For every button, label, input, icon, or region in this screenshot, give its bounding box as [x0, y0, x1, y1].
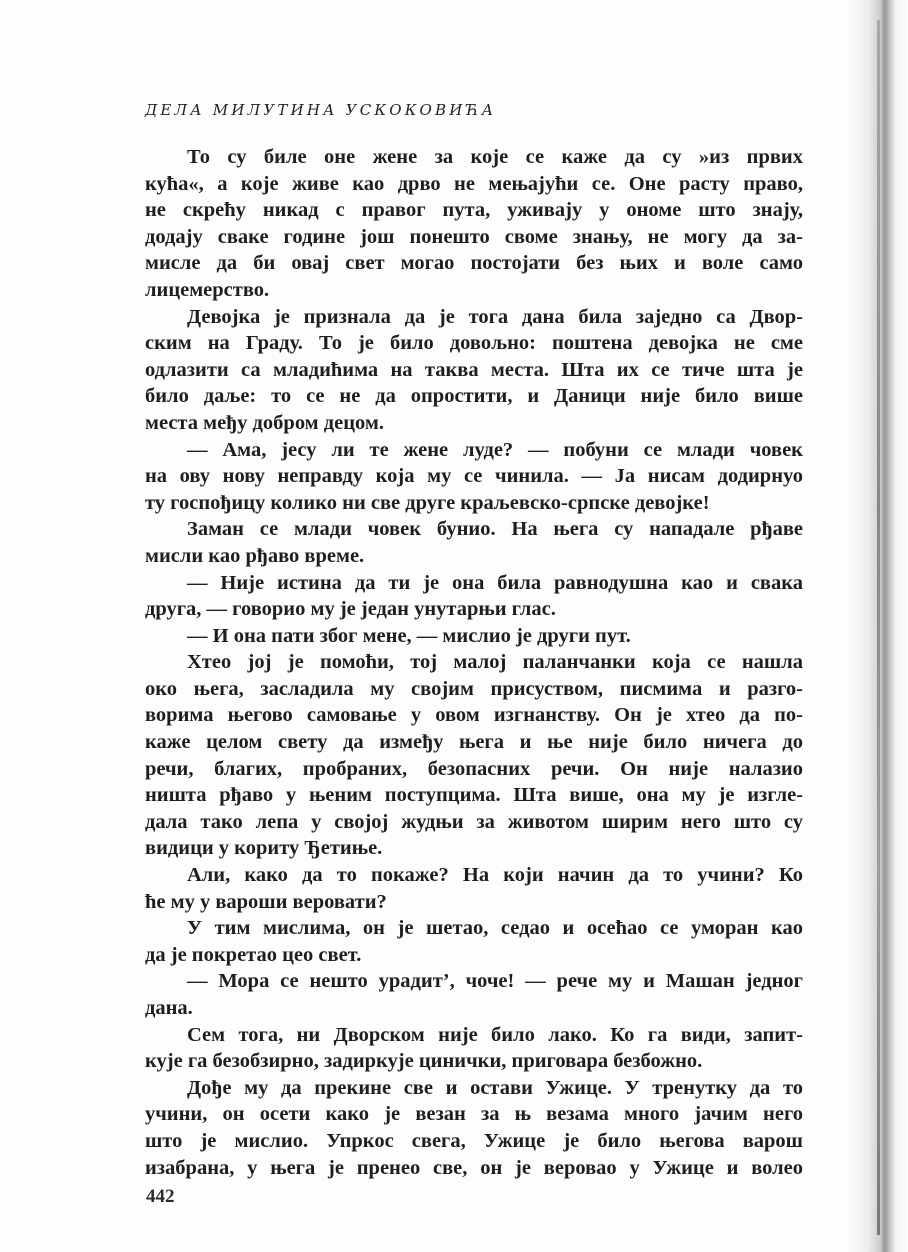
text-line: Сем тога, ни Дворском није било лако. Ко га види, запит-: [187, 1023, 803, 1046]
text-line: било даље: то се не да опростити, и Даници није било више: [145, 385, 803, 408]
text-line: Хтео јој је помоћи, тој малој паланчанки која се нашла: [187, 651, 803, 674]
text-line: мисле да би овај свет могао постојати без њих и воле само: [145, 252, 803, 275]
text-line: што је мислио. Упркос свега, Ужице је било његова варош: [145, 1129, 803, 1152]
text-line: ским на Граду. То је било довољно: поштена девојка не сме: [145, 332, 803, 355]
text-line: — Ама, јесу ли те жене луде? — побуни се млади човек: [187, 438, 803, 461]
text-line: не скрећу никад с правог пута, уживају у ономе што знају,: [145, 199, 803, 222]
text-line: изабрана, у њега је пренео све, он је веровао у Ужице и волео: [145, 1156, 803, 1179]
text-line: ту госпођицу колико ни све друге краљевско-српске девојке!: [145, 491, 710, 514]
text-line: додају сваке године још понешто своме знању, не могу да за-: [145, 225, 803, 248]
text-line: друга, — говорио му је један унутарњи глас.: [145, 598, 556, 621]
text-line: учини, он осети како је везан за њ везама много јачим него: [145, 1103, 803, 1126]
text-line: мисли као рђаво време.: [145, 544, 365, 567]
text-line: да је покретао цео свет.: [145, 943, 362, 966]
text-line: видици у кориту Ђетиње.: [145, 837, 383, 860]
text-line: — И она пати због мене, — мислио је други пут.: [187, 624, 631, 647]
text-line: Заман се млади човек бунио. На њега су нападале рђаве: [187, 518, 803, 541]
text-line: одлазити са младићима на таква места. Шта их се тиче шта је: [145, 358, 803, 381]
text-line: Дође му да прекине све и остави Ужице. У тренутку да то: [187, 1076, 803, 1099]
text-line: дана.: [145, 997, 193, 1019]
page-number: 442: [146, 1186, 175, 1207]
text-line: места међу добром децом.: [145, 411, 385, 434]
text-line: Девојка је признала да је тога дана била заједно са Двор-: [187, 305, 803, 328]
text-line: око њега, засладила му својим присуством, писмима и разго-: [145, 677, 803, 700]
text-line: кућа«, а које живе као дрво не мењајући се. Оне расту право,: [145, 172, 803, 195]
text-line: дала тако лепа у својој жудњи за животом ширим него што су: [145, 810, 803, 833]
text-line: ворима његово самовање у овом изгнанству. Он је хтео да по-: [145, 704, 803, 727]
text-line: речи, благих, пробраних, безопасних речи. Он није налазио: [145, 757, 803, 780]
text-line: У тим мислима, он је шетао, седао и осећао се уморан као: [187, 917, 803, 940]
text-line: ништа рђаво у њеним поступцима. Шта више, она му је изгле-: [145, 784, 803, 807]
text-line: — Мора се нешто урадит’, чоче! — рече му и Машан једног: [187, 970, 803, 993]
binding-gutter-line: [877, 20, 880, 1235]
body-text: [145, 144, 803, 1181]
text-line: каже целом свету да између њега и ње није било ничега до: [145, 731, 803, 754]
text-line: лицемерство.: [145, 278, 270, 301]
running-head: ДЕЛА МИЛУТИНА УСКОКОВИЋА: [145, 101, 497, 119]
text-line: — Није истина да ти је она била равнодушна као и свака: [187, 571, 803, 594]
text-line: на ову нову неправду која му се чинила. — Ја нисам додирнуо: [145, 465, 803, 488]
text-line: Али, како да то покаже? На који начин да то учини? Ко: [187, 864, 803, 887]
text-line: То су биле оне жене за које се каже да су »из првих: [187, 146, 803, 168]
text-line: ће му у вароши веровати?: [145, 890, 387, 913]
text-line: кује га безобзирно, задиркује цинички, приговара безбожно.: [145, 1050, 703, 1073]
